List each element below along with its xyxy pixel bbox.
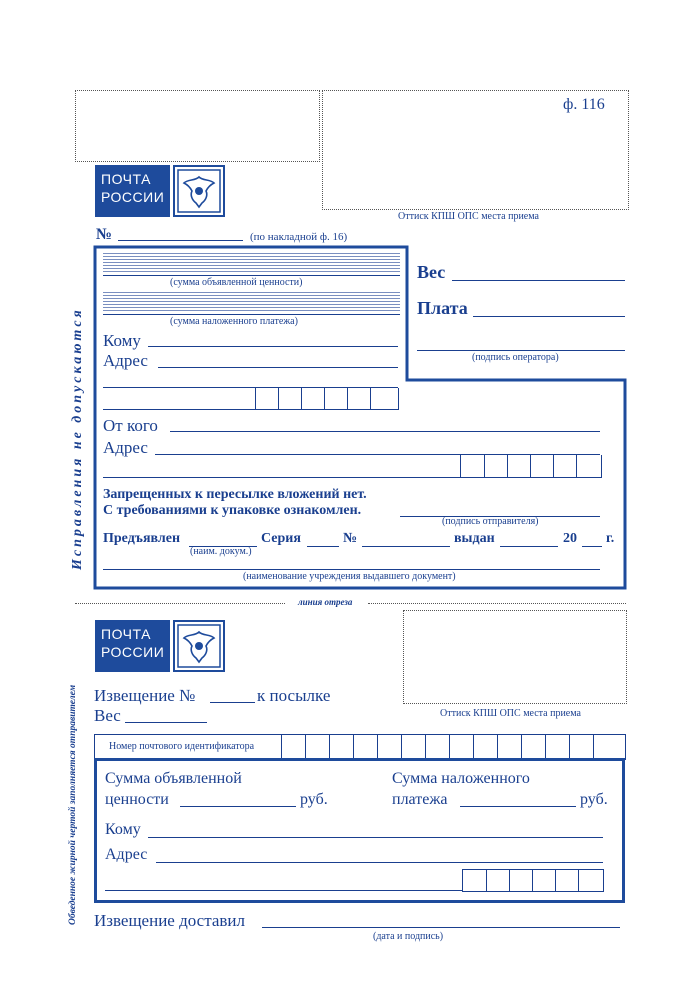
year-suffix: г. — [606, 531, 615, 546]
postcode-cells-notice[interactable] — [462, 869, 604, 892]
notice-weight-label: Вес — [94, 706, 121, 725]
stamp-area-bottom — [403, 610, 627, 704]
from-address-label: Адрес — [103, 438, 148, 457]
cut-line-left — [75, 603, 285, 604]
cut-line-label: линия отреза — [298, 597, 353, 607]
notice-cod-line2: платежа — [392, 791, 448, 808]
presented-label: Предъявлен — [103, 531, 181, 546]
delivered-label: Извещение доставил — [94, 911, 245, 930]
to-label: Кому — [103, 331, 141, 350]
tracking-row[interactable] — [94, 734, 626, 760]
declared-value-field[interactable] — [103, 275, 400, 276]
statement-no-prohibited: Запрещенных к пересылке вложений нет. — [103, 487, 367, 502]
statement-packaging: С требованиями к упаковке ознакомлен. — [103, 503, 362, 518]
notice-cod-field[interactable] — [460, 806, 576, 807]
number-label: № — [96, 226, 113, 243]
from-field[interactable] — [170, 431, 600, 432]
from-address-field-2[interactable] — [103, 477, 460, 478]
notice-title-prefix: Извещение № — [94, 686, 196, 705]
fee-field[interactable] — [473, 316, 625, 317]
notice-rub2: руб. — [580, 791, 608, 808]
cut-line-right — [368, 603, 626, 604]
notice-address-label: Адрес — [105, 846, 148, 863]
doc-number-field[interactable] — [362, 546, 450, 547]
notice-rub1: руб. — [300, 791, 328, 808]
to-field[interactable] — [148, 346, 398, 347]
issued-field[interactable] — [500, 546, 558, 547]
weight-label: Вес — [417, 262, 446, 282]
cod-field[interactable] — [103, 314, 400, 315]
notice-address-field[interactable] — [156, 862, 603, 863]
eagle-emblem-icon-bottom — [173, 620, 225, 672]
address-field[interactable] — [158, 367, 398, 368]
series-label: Серия — [261, 531, 301, 546]
stamp-caption-bottom: Оттиск КПШ ОПС места приема — [440, 708, 581, 719]
notice-to-label: Кому — [105, 821, 141, 838]
notice-declared-line2: ценности — [105, 791, 169, 808]
postcode-cells-top[interactable] — [103, 388, 399, 410]
issuer-caption: (наименование учреждения выдавшего документ) — [243, 571, 456, 582]
delivered-sign-field[interactable] — [262, 927, 620, 928]
notice-weight-field[interactable] — [125, 722, 207, 723]
doc-number-label: № — [343, 531, 358, 546]
issuer-field[interactable] — [103, 569, 600, 570]
form-code: ф. 116 — [563, 96, 605, 113]
bold-frame-text: Обведенное жирной чертой заполняется отправителем — [68, 684, 78, 925]
cod-stripes — [103, 292, 400, 312]
cod-caption: (сумма наложенного платежа) — [170, 316, 298, 327]
declared-value-caption: (сумма объявленной ценности) — [170, 277, 303, 288]
postcode-cells-from[interactable] — [460, 455, 602, 478]
logo-text-bottom: ПОЧТА РОССИИ — [95, 620, 170, 672]
operator-sign-field[interactable] — [417, 350, 625, 351]
notice-title-suffix: к посылке — [257, 686, 331, 705]
operator-caption: (подпись оператора) — [472, 352, 559, 363]
notice-number-field[interactable] — [210, 702, 255, 703]
no-corrections-text: Исправления не допускаются — [70, 307, 85, 570]
notice-address-field-2[interactable] — [105, 890, 462, 891]
notice-declared-line1: Сумма объявленной — [105, 770, 242, 787]
date-sign-caption: (дата и подпись) — [373, 931, 444, 942]
sender-sign-caption: (подпись отправителя) — [442, 516, 539, 527]
russian-post-logo-bottom — [95, 620, 225, 672]
notice-declared-field[interactable] — [180, 806, 296, 807]
year-prefix: 20 — [563, 531, 577, 546]
tracking-label: Номер почтового идентификатора — [109, 741, 255, 752]
number-note: (по накладной ф. 16) — [250, 231, 348, 243]
logo-text: ПОЧТА РОССИИ — [95, 165, 170, 217]
declared-value-stripes — [103, 253, 400, 273]
stamp-caption-top: Оттиск КПШ ОПС места приема — [398, 211, 539, 222]
doc-name-caption: (наим. докум.) — [190, 546, 252, 557]
fee-label: Плата — [417, 298, 468, 318]
from-label: От кого — [103, 416, 158, 435]
year-field[interactable] — [582, 546, 602, 547]
issued-label: выдан — [454, 531, 495, 546]
series-field[interactable] — [307, 546, 339, 547]
notice-cod-line1: Сумма наложенного — [392, 770, 530, 787]
weight-field[interactable] — [452, 280, 625, 281]
notice-to-field[interactable] — [148, 837, 603, 838]
address-label: Адрес — [103, 351, 148, 370]
